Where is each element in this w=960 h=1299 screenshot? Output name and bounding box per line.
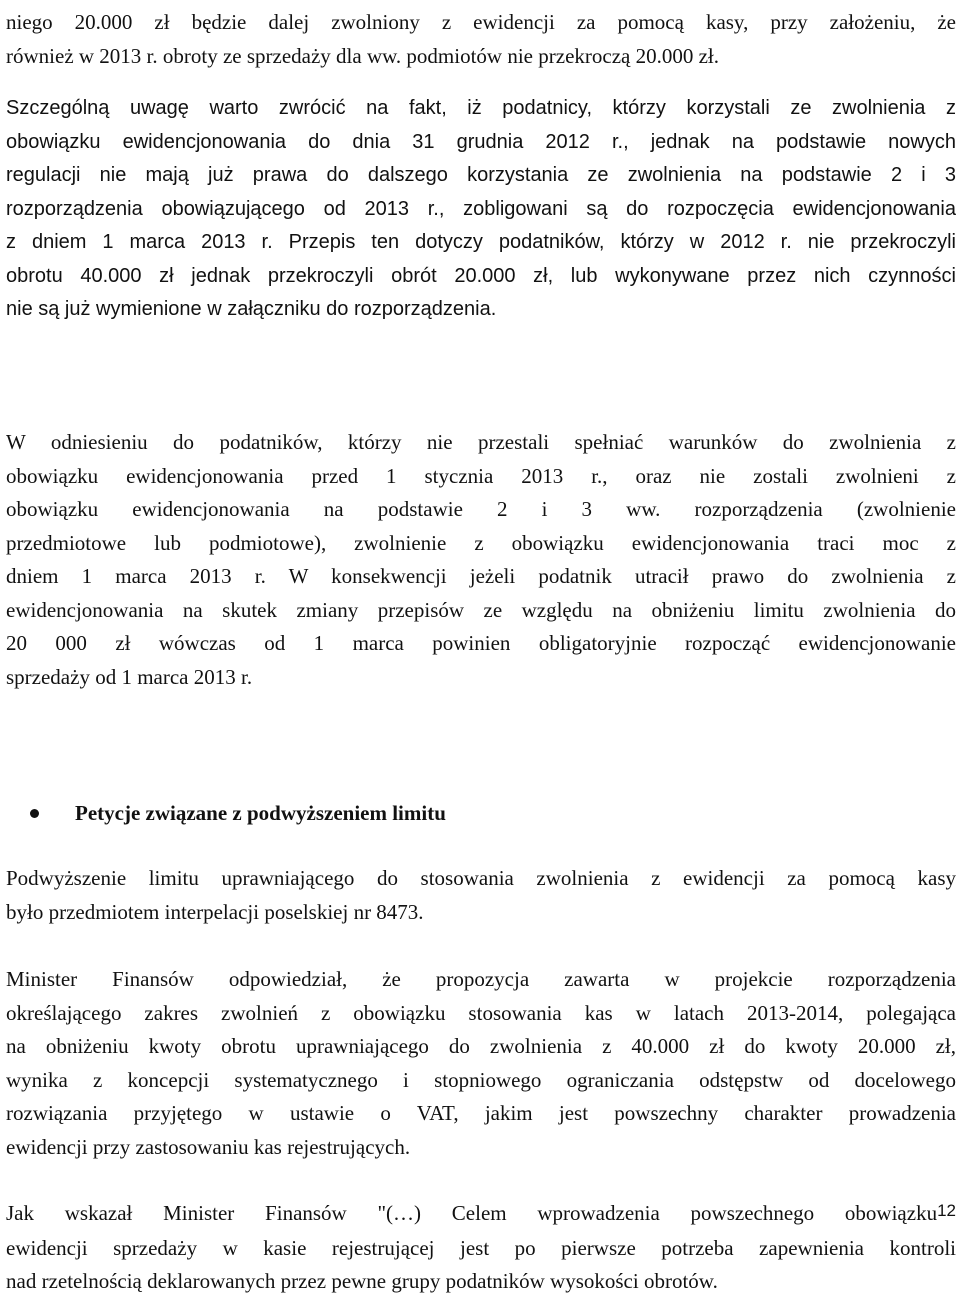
- text-line: regulacji nie mają już prawa do dalszego korzystania ze zwolnienia na podstawie 2 i 3: [6, 164, 956, 186]
- section-heading: Petycje związane z podwyższeniem limitu: [75, 800, 446, 825]
- text-line: obrotu 40.000 zł jednak przekroczyli obrót 20.000 zł, lub wykonywane przez nich czynności: [6, 264, 956, 287]
- text-line: nie są już wymienione w załączniku do rozporządzenia.: [6, 298, 497, 320]
- text-line: rozwiązania przyjętego w ustawie o VAT, jakim jest powszechny charakter prowadzenia: [6, 1101, 956, 1125]
- text-line: rozporządzenia obowiązującego od 2013 r., zobligowani są do rozpoczęcia ewidencjonowania: [6, 197, 956, 220]
- text-line: ewidencjonowania na skutek zmiany przepisów ze względu na obniżeniu limitu zwolnienia do: [6, 597, 956, 622]
- text-line: Minister Finansów odpowiedział, że propozycja zawarta w projekcie rozporządzenia: [6, 967, 956, 991]
- paragraph-petition: [6, 862, 956, 929]
- text-line: obowiązku ewidencjonowania przed 1 stycznia 2013 r., oraz nie zostali zwolnieni z: [6, 463, 956, 488]
- text-line: W odniesieniu do podatników, którzy nie przestali spełniać warunków do zwolnienia z: [6, 430, 956, 454]
- text-line: było przedmiotem interpelacji poselskiej nr 8473.: [6, 899, 424, 924]
- text-line: niego 20.000 zł będzie dalej zwolniony z ewidencji za pomocą kasy, przy założeniu, że: [6, 10, 956, 34]
- text-line: ewidencji sprzedaży w kasie rejestrującej jest po pierwsze potrzeba zapewnienia kontroli: [6, 1235, 956, 1260]
- text-line: obowiązku ewidencjonowania do dnia 31 grudnia 2012 r., jednak na podstawie nowych: [6, 130, 956, 153]
- paragraph-minister-answer: [6, 963, 956, 1164]
- paragraph-special-attention: [6, 92, 956, 327]
- paragraph-intro: [6, 6, 956, 73]
- paragraph-relation: [6, 426, 956, 694]
- paragraph-minister-quote: [6, 1197, 956, 1299]
- text-line: również w 2013 r. obroty ze sprzedaży dla ww. podmiotów nie przekroczą 20.000 zł.: [6, 43, 719, 68]
- text-line: Szczególną uwagę warto zwrócić na fakt, iż podatnicy, którzy korzystali ze zwolnienia z: [6, 97, 956, 119]
- text-line: wynika z koncepcji systematycznego i stopniowego ograniczania odstępstw od docelowego: [6, 1067, 956, 1092]
- footnote-reference[interactable]: 12: [937, 1201, 956, 1220]
- text-line: nad rzetelnością deklarowanych przez pewne grupy podatników wysokości obrotów.: [6, 1269, 718, 1293]
- text-line: sprzedaży od 1 marca 2013 r.: [6, 664, 253, 689]
- text-line: ewidencji przy zastosowaniu kas rejestrujących.: [6, 1134, 411, 1159]
- text-line: obowiązku ewidencjonowania na podstawie 2 i 3 ww. rozporządzenia (zwolnienie: [6, 497, 956, 521]
- text-line: określającego zakres zwolnień z obowiązku stosowania kas w latach 2013-2014, polegająca: [6, 1000, 956, 1025]
- section-heading-row: [30, 796, 446, 830]
- bullet-icon: [30, 809, 39, 818]
- text-line: na obniżeniu kwoty obrotu uprawniającego do zwolnienia z 40.000 zł do kwoty 20.000 zł,: [6, 1034, 956, 1058]
- text-line: Podwyższenie limitu uprawniającego do stosowania zwolnienia z ewidencji za pomocą kasy: [6, 866, 956, 890]
- text-line: [6, 1197, 956, 1232]
- quote-line-text: Jak wskazał Minister Finansów "(…) Celem wprowadzenia powszechnego obowiązku: [6, 1201, 938, 1225]
- text-line: z dniem 1 marca 2013 r. Przepis ten dotyczy podatników, którzy w 2012 r. nie przekroczyli: [6, 231, 956, 253]
- text-line: przedmiotowe lub podmiotowe), zwolnienie z obowiązku ewidencjonowania traci moc z: [6, 530, 956, 555]
- text-line: dniem 1 marca 2013 r. W konsekwencji jeżeli podatnik utracił prawo do zwolnienia z: [6, 564, 956, 588]
- text-line: 20 000 zł wówczas od 1 marca powinien obligatoryjnie rozpocząć ewidencjonowanie: [6, 631, 956, 655]
